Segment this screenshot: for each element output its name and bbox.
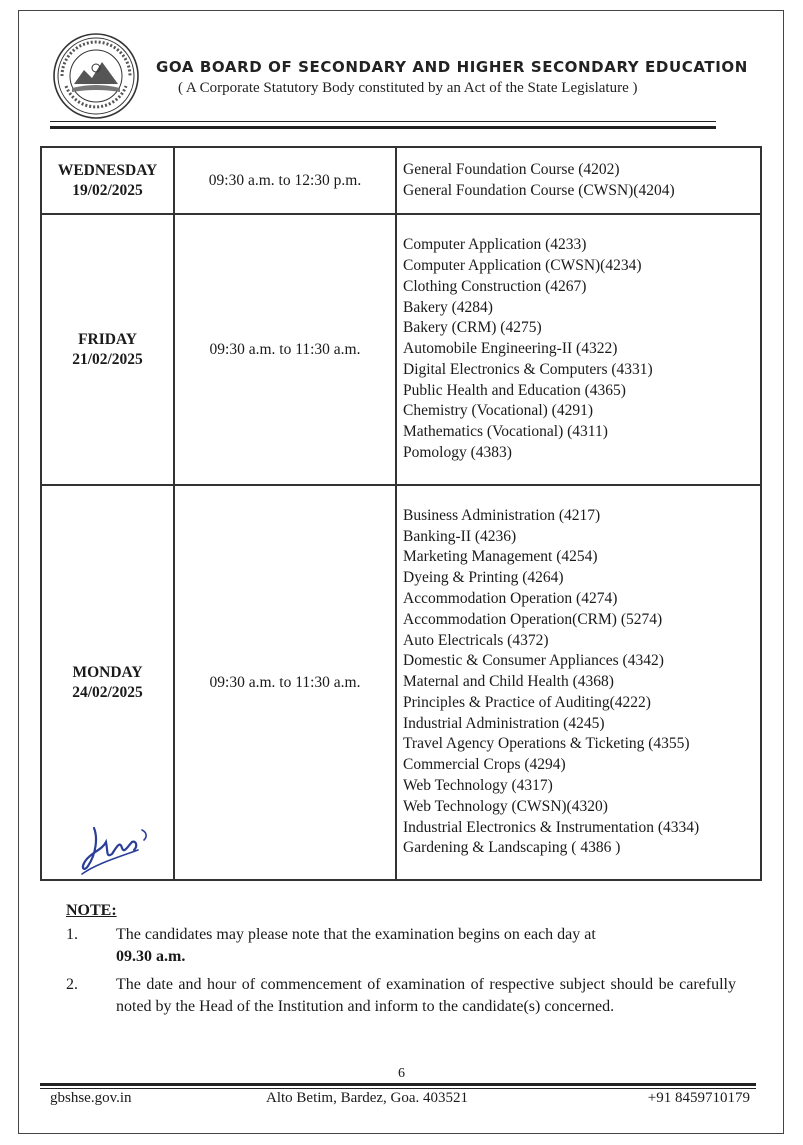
time-cell: 09:30 a.m. to 11:30 a.m. xyxy=(174,214,396,485)
subject-item: Digital Electronics & Computers (4331) xyxy=(403,360,653,378)
subjects-cell xyxy=(396,485,761,880)
subject-item: Accommodation Operation(CRM) (5274) xyxy=(403,610,663,628)
note-text: The candidates may please note that the examination begins on each day at xyxy=(116,926,596,943)
note-text: The date and hour of commencement of examination of respective subject should be carefully noted by the Head of the Institution and inform to the candidate(s) concerned. xyxy=(116,976,736,1015)
note-number: 1. xyxy=(66,926,78,943)
subject-item: Pomology (4383) xyxy=(403,444,512,462)
board-name: GOA BOARD OF SECONDARY AND HIGHER SECONDARY EDUCATION xyxy=(156,58,748,76)
day-name: MONDAY xyxy=(72,663,143,681)
note-number: 2. xyxy=(66,976,78,993)
subject-item: Banking-II (4236) xyxy=(403,527,517,545)
subject-item: Auto Electricals (4372) xyxy=(403,631,549,649)
exam-date: 19/02/2025 xyxy=(72,181,143,199)
subject-item: Clothing Construction (4267) xyxy=(403,277,587,295)
day-name: WEDNESDAY xyxy=(57,161,158,179)
subject-item: Commercial Crops (4294) xyxy=(403,756,566,774)
header-rule-thick xyxy=(50,126,716,129)
footer-website: gbshse.gov.in xyxy=(50,1090,132,1106)
time-cell: 09:30 a.m. to 11:30 a.m. xyxy=(174,485,396,880)
subject-item: Accommodation Operation (4274) xyxy=(403,589,618,607)
subject-item: Mathematics (Vocational) (4311) xyxy=(403,423,608,441)
subject-item: Business Administration (4217) xyxy=(403,506,601,524)
letterhead xyxy=(52,30,752,120)
subject-item: Maternal and Child Health (4368) xyxy=(403,673,614,691)
subject-item: Web Technology (CWSN)(4320) xyxy=(403,797,608,815)
exam-schedule-table xyxy=(40,146,762,881)
subject-item: Dyeing & Printing (4264) xyxy=(403,569,564,587)
subject-item: Domestic & Consumer Appliances (4342) xyxy=(403,652,664,670)
board-subtitle: ( A Corporate Statutory Body constituted by an Act of the State Legislature ) xyxy=(178,80,638,96)
exam-date: 21/02/2025 xyxy=(72,350,143,368)
subject-item: General Foundation Course (4202) xyxy=(403,160,620,178)
subject-item: Travel Agency Operations & Ticketing (4355) xyxy=(403,735,690,753)
signature xyxy=(76,818,156,878)
subject-item: Bakery (CRM) (4275) xyxy=(403,319,542,337)
footer-phone: +91 8459710179 xyxy=(647,1090,750,1106)
subject-item: Computer Application (4233) xyxy=(403,236,587,254)
footer-rule xyxy=(40,1088,756,1089)
subject-item: Web Technology (4317) xyxy=(403,777,553,795)
day-cell xyxy=(41,214,174,485)
subject-item: Industrial Electronics & Instrumentation (4334) xyxy=(403,818,700,836)
subject-item: Marketing Management (4254) xyxy=(403,548,598,566)
subject-item: Public Health and Education (4365) xyxy=(403,381,626,399)
page-number: 6 xyxy=(398,1066,405,1081)
note-bold-time: 09.30 a.m. xyxy=(116,948,186,965)
subject-item: Gardening & Landscaping ( 4386 ) xyxy=(403,839,621,857)
schedule-row xyxy=(41,214,761,485)
subject-item: Industrial Administration (4245) xyxy=(403,714,605,732)
subject-item: Bakery (4284) xyxy=(403,298,493,316)
note-item xyxy=(66,974,736,1018)
day-cell xyxy=(41,147,174,214)
exam-date: 24/02/2025 xyxy=(72,683,143,701)
subject-item: Automobile Engineering-II (4322) xyxy=(403,340,618,358)
subjects-cell xyxy=(396,214,761,485)
subject-item: Computer Application (CWSN)(4234) xyxy=(403,256,642,274)
footer-rule-thick xyxy=(40,1083,756,1086)
footer-address: Alto Betim, Bardez, Goa. 403521 xyxy=(266,1090,469,1106)
board-seal-logo xyxy=(52,32,140,120)
subject-item: Chemistry (Vocational) (4291) xyxy=(403,402,593,420)
day-name: FRIDAY xyxy=(78,330,137,348)
note-item xyxy=(66,924,736,968)
header-rule xyxy=(50,121,716,122)
schedule-row xyxy=(41,147,761,214)
subject-item: General Foundation Course (CWSN)(4204) xyxy=(403,181,675,199)
subjects-cell xyxy=(396,147,761,214)
subject-item: Principles & Practice of Auditing(4222) xyxy=(403,693,651,711)
time-cell: 09:30 a.m. to 12:30 p.m. xyxy=(174,147,396,214)
notes-section xyxy=(66,902,736,1024)
note-title: NOTE: xyxy=(66,902,117,919)
